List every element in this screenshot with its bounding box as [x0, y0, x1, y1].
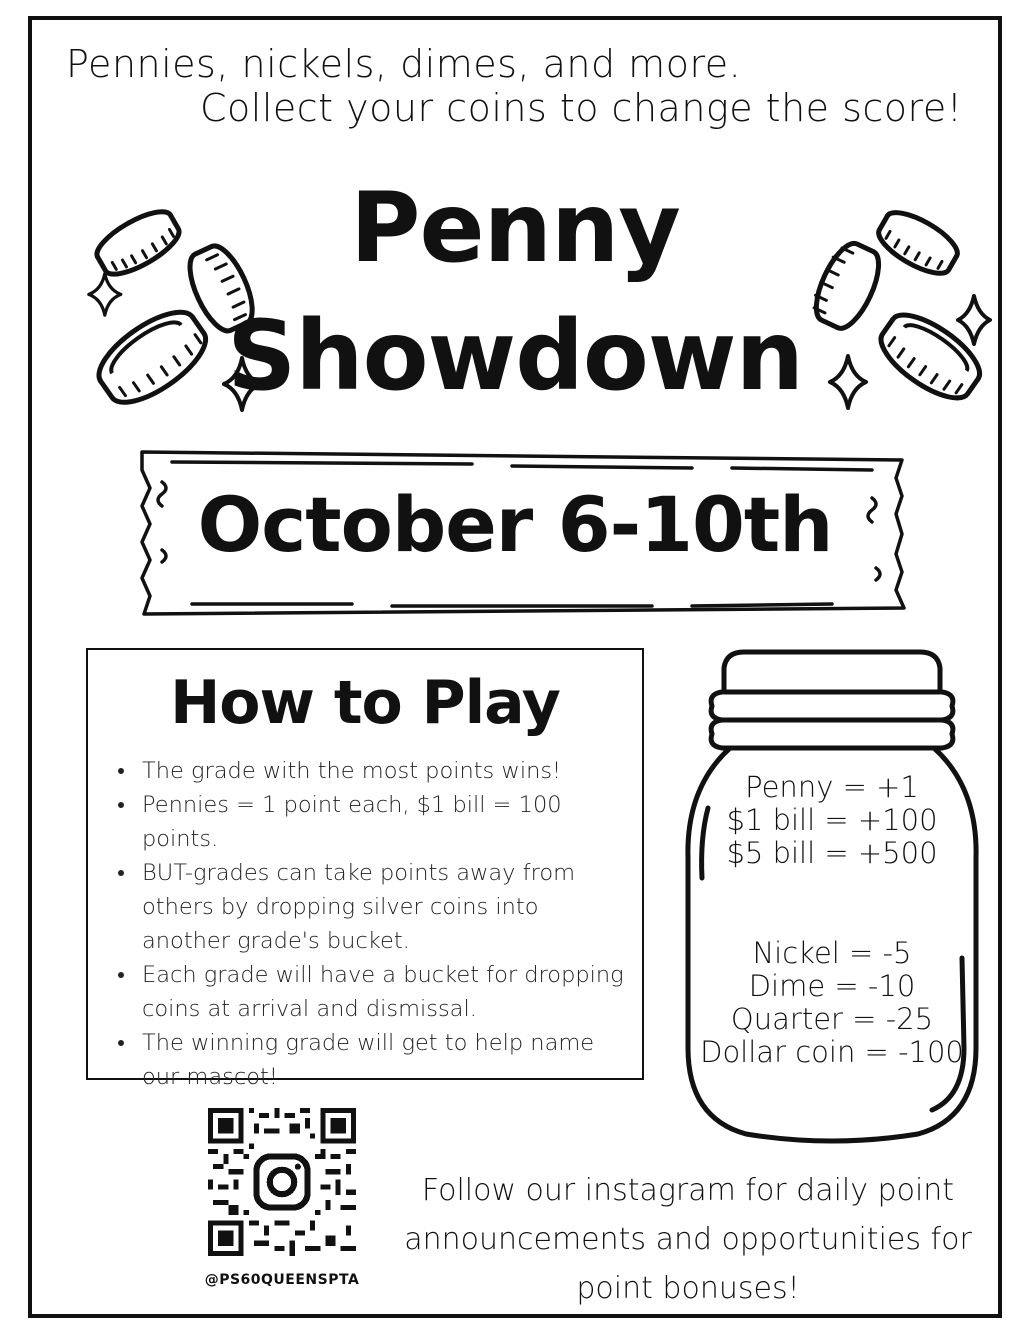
jar-value: Penny = +1 — [745, 770, 919, 804]
rule-item: Pennies = 1 point each, $1 bill = 100 points. — [138, 788, 628, 856]
tagline-line-2: Collect your coins to change the score! — [200, 86, 963, 130]
jar-value: Quarter = -25 — [730, 1002, 934, 1036]
flyer-frame — [28, 16, 1002, 1318]
qr-code[interactable] — [208, 1108, 356, 1256]
jar-value: Dime = -10 — [748, 969, 916, 1003]
event-date: October 6-10th — [197, 480, 833, 569]
how-to-play-heading: How to Play — [170, 668, 560, 738]
rules-list — [138, 754, 628, 1094]
rule-item: Each grade will have a bucket for dropping coins at arrival and dismissal. — [138, 958, 628, 1026]
title-line-2: Showdown — [227, 300, 803, 412]
jar-value: Nickel = -5 — [752, 936, 912, 970]
jar-icon — [682, 648, 982, 1144]
rule-item: The grade with the most points wins! — [138, 754, 628, 788]
jar-value: $5 bill = +500 — [726, 836, 938, 870]
jar-value: $1 bill = +100 — [726, 803, 938, 837]
title-line-1: Penny — [350, 172, 680, 284]
tagline-line-1: Pennies, nickels, dimes, and more. — [66, 42, 742, 86]
instagram-handle[interactable]: @PS60QUEENSPTA — [204, 1272, 360, 1288]
rule-item: The winning grade will get to help name our mascot! — [138, 1026, 628, 1094]
jar-value: Dollar coin = -100 — [700, 1035, 964, 1069]
rule-item: BUT-grades can take points away from others by dropping silver coins into another grade's bucket. — [138, 856, 628, 958]
how-to-play-box — [86, 648, 644, 1090]
follow-instagram-text: Follow our instagram for daily point announcements and opportunities for point bonuses! — [404, 1173, 972, 1306]
